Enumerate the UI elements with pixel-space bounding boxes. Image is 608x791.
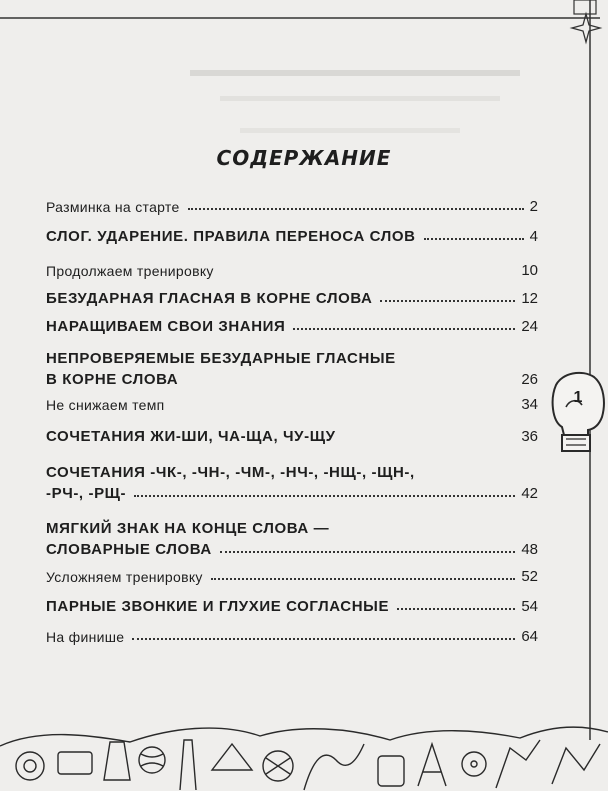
toc-entry-title: Усложняем тренировку <box>46 569 203 585</box>
leader-dots <box>380 299 515 302</box>
toc-entry-page: 54 <box>521 598 538 615</box>
toc-entry-title: Не снижаем темп <box>46 397 165 413</box>
toc-entry-title-line1: НЕПРОВЕРЯЕМЫЕ БЕЗУДАРНЫЕ ГЛАСНЫЕ <box>46 350 396 367</box>
leader-dots <box>397 607 515 610</box>
toc-entry-page: 34 <box>521 396 538 413</box>
table-of-contents <box>46 192 538 648</box>
leader-dots <box>220 550 515 553</box>
toc-entry[interactable] <box>46 504 538 560</box>
toc-entry-page: 24 <box>521 318 538 335</box>
leader-dots <box>173 405 516 408</box>
toc-entry-page: 52 <box>521 568 538 585</box>
toc-entry[interactable] <box>46 338 538 388</box>
toc-entry[interactable] <box>46 618 538 648</box>
toc-entry[interactable] <box>46 588 538 618</box>
toc-entry-title: СЛОВАРНЫЕ СЛОВА <box>46 541 212 558</box>
toc-entry[interactable] <box>46 250 538 282</box>
leader-dots <box>186 380 515 383</box>
leader-dots <box>134 494 515 497</box>
toc-entry[interactable] <box>46 388 538 416</box>
sports-doodles <box>0 727 608 790</box>
toc-entry-page: 4 <box>529 228 538 245</box>
leader-dots <box>344 437 516 440</box>
boxing-glove-icon <box>548 369 608 453</box>
toc-entry-title: Продолжаем тренировку <box>46 263 214 279</box>
leader-dots <box>293 327 515 330</box>
toc-entry-page: 36 <box>521 428 538 445</box>
toc-entry-title: БЕЗУДАРНАЯ ГЛАСНАЯ В КОРНЕ СЛОВА <box>46 290 373 307</box>
leader-dots <box>222 271 516 274</box>
toc-entry-page: 2 <box>529 198 538 215</box>
toc-entry-title: На финише <box>46 629 125 645</box>
toc-entry-title-line1: СОЧЕТАНИЯ -ЧК-, -ЧН-, -ЧМ-, -НЧ-, -НЩ-, -ЩН-, <box>46 464 415 481</box>
toc-entry-page: 64 <box>521 628 538 645</box>
toc-entry[interactable] <box>46 222 538 250</box>
toc-entry-page: 48 <box>521 541 538 558</box>
toc-entry-title: СЛОГ. УДАРЕНИЕ. ПРАВИЛА ПЕРЕНОСА СЛОВ <box>46 228 416 245</box>
toc-entry[interactable] <box>46 560 538 588</box>
toc-entry[interactable] <box>46 192 538 222</box>
toc-entry[interactable] <box>46 448 538 504</box>
toc-entry-title: СОЧЕТАНИЯ ЖИ-ШИ, ЧА-ЩА, ЧУ-ЩУ <box>46 428 336 445</box>
toc-entry-title: -РЧ-, -РЩ- <box>46 485 127 502</box>
toc-entry-page: 12 <box>521 290 538 307</box>
page-number-badge: 1 <box>573 389 583 406</box>
leader-dots <box>424 237 524 240</box>
toc-entry-title: НАРАЩИВАЕМ СВОИ ЗНАНИЯ <box>46 318 286 335</box>
toc-entry-title: ПАРНЫЕ ЗВОНКИЕ И ГЛУХИЕ СОГЛАСНЫЕ <box>46 598 390 615</box>
leader-dots <box>211 577 516 580</box>
toc-entry-page: 26 <box>521 371 538 388</box>
leader-dots <box>132 637 515 640</box>
toc-entry-page: 10 <box>521 262 538 279</box>
page-title: СОДЕРЖАНИЕ <box>216 146 392 170</box>
toc-entry[interactable] <box>46 416 538 448</box>
leader-dots <box>188 207 524 210</box>
toc-entry-title: В КОРНЕ СЛОВА <box>46 371 179 388</box>
toc-entry-title: Разминка на старте <box>46 199 180 215</box>
toc-entry[interactable] <box>46 282 538 310</box>
toc-entry-page: 42 <box>521 485 538 502</box>
toc-entry[interactable] <box>46 310 538 338</box>
toc-entry-title-line1: МЯГКИЙ ЗНАК НА КОНЦЕ СЛОВА — <box>46 520 330 537</box>
